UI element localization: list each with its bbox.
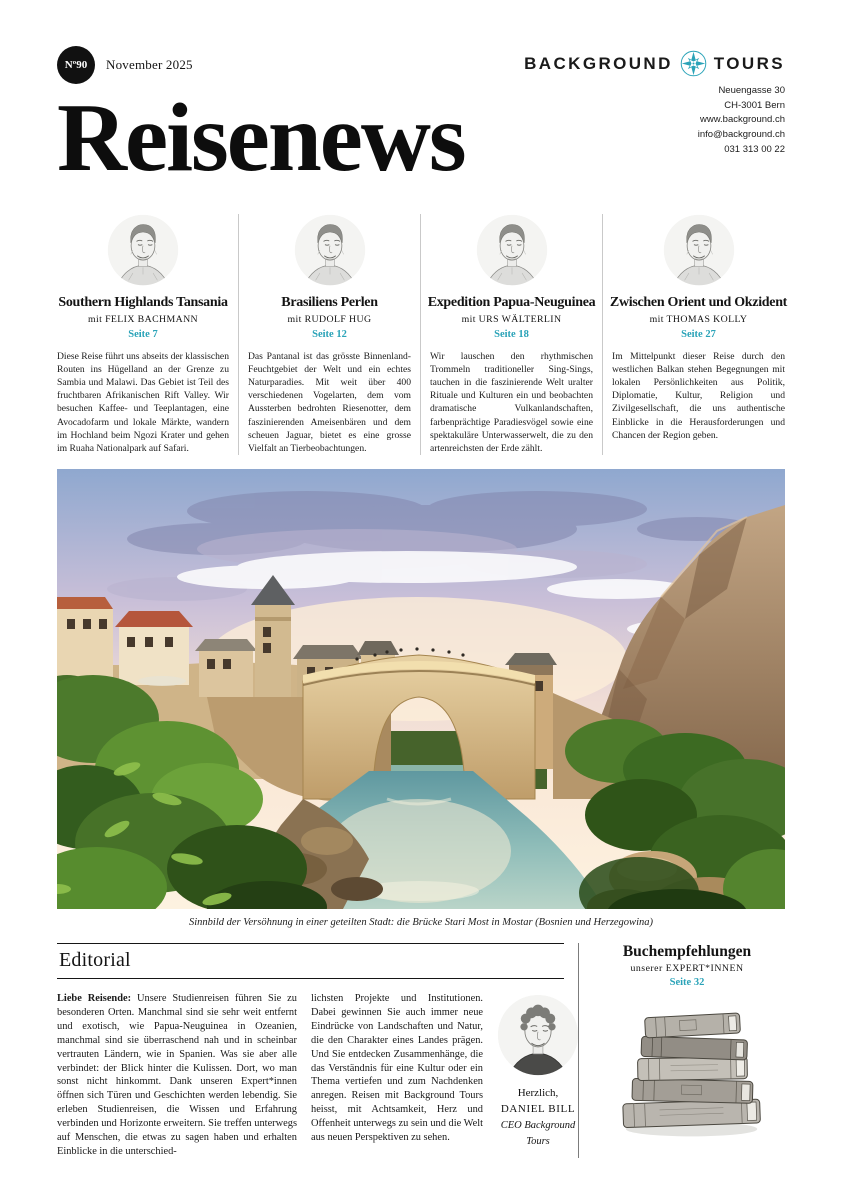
tour-byline: mit FELIX BACHMANN bbox=[87, 313, 199, 325]
signoff-role: CEO Background Tours bbox=[500, 1120, 576, 1148]
editorial-signoff bbox=[497, 992, 579, 1158]
address-city: CH-3001 Bern bbox=[724, 99, 785, 111]
sidebar-title: Buchempfehlungen bbox=[622, 943, 752, 961]
editorial-column-1-text: Unsere Studienreisen führen Sie zu besonderen Orten. Manchmal sind sie sehr weit entfernt und exotisch, wie Papua-Neuguinea in Ozeanien, manchmal sind sie überraschend nah und in scheinbar vertrauten Ländern, wie in Spanien. Was sie aber alle verbindet: der Blick hinter die Kulissen. Dort, wo man sonst nicht hinkommt. Dank unseren Expert*innen öffnen sich Türen und Geschichten werden lebendig. Sie erleben Studienreisen, die Wissen und Erfahrung verbinden und Horizonte erweitern. Sie treffen unterwegs auf Menschen, die etwas zu sagen haben und erhalten Einblicke in die unterschied- bbox=[57, 993, 297, 1157]
sidebar-subtitle: unserer EXPERT*INNEN bbox=[630, 963, 744, 975]
tour-body-text: Im Mittelpunkt dieser Reise durch den westlichen Balkan stehen Begegnungen mit lokalen Persönlichkeiten aus Politik, Diplomatie, Kultur, Religion und Zivilgesellschaft, die uns authentische Einblicke in die Herausforderungen und Chancen der Region geben. bbox=[612, 350, 785, 441]
compass-icon bbox=[680, 50, 707, 77]
expert-portrait-icon bbox=[294, 214, 366, 286]
tour-teaser-orient-okzident bbox=[603, 214, 788, 455]
hero-photo bbox=[57, 469, 785, 909]
brand-block bbox=[524, 50, 785, 158]
tour-page-ref: Seite 18 bbox=[494, 328, 529, 340]
editorial-lead-in: Liebe Reisende: bbox=[57, 993, 132, 1005]
signoff-name: DANIEL BILL bbox=[500, 1103, 576, 1116]
tour-byline: mit URS WÄLTERLIN bbox=[461, 313, 562, 325]
expert-portrait-icon bbox=[107, 214, 179, 286]
tour-title: Southern Highlands Tansania bbox=[58, 295, 228, 311]
address-website: www.background.ch bbox=[699, 114, 785, 126]
editorial-column-2: lichsten Projekte und Institutionen. Dabei gewinnen Sie auch immer neue Eindrücke von Landschaften und Natur, die den Charakter eines Landes prägen. Und Sie entdecken Zusammenhänge, die das Verständnis für eine Kultur oder ein Thema vertiefen und zum Nachdenken anregen. Reisen mit Background Tours heisst, mit Achtsamkeit, Herz und Offenheit unterwegs zu sein und die Welt aus neuen Perspektiven zu sehen. bbox=[311, 993, 483, 1143]
editorial-section bbox=[57, 943, 578, 1158]
expert-portrait-icon bbox=[476, 214, 548, 286]
tour-page-ref: Seite 7 bbox=[128, 328, 158, 340]
brand-word-right: TOURS bbox=[713, 53, 785, 73]
editorial-title: Editorial bbox=[59, 949, 131, 972]
address-phone: 031 313 00 22 bbox=[724, 143, 785, 155]
editorial-columns bbox=[57, 992, 576, 1158]
tour-teaser-brasiliens-perlen bbox=[239, 214, 421, 455]
tour-page-ref: Seite 27 bbox=[681, 328, 716, 340]
address-block bbox=[524, 84, 785, 158]
tour-byline: mit RUDOLF HUG bbox=[287, 313, 372, 325]
address-street: Neuengasse 30 bbox=[718, 85, 785, 96]
tour-page-ref: Seite 12 bbox=[312, 328, 347, 340]
tour-teasers bbox=[57, 214, 788, 455]
tour-body-text: Diese Reise führt uns abseits der klassischen Routen ins Hügelland an der Grenze zu Sambia und Malawi. Das Gebiet ist Teil des fruchtbaren Afrikanischen Rift Valley. Wir besuchen Kaffee- und Teeplantagen, eine Avocadofarm und lokale Märkte, wandern im Hochland beim Ngozi Krater und gehen im Ruaha Nationalpark auf Safari. bbox=[57, 350, 229, 455]
tour-body-text: Wir lauschen den rhythmischen Trommeln traditioneller Sing-Sings, tauchen in die faszinierende Welt uralter Rituale und Kulturen ein und beobachten dramatische Vulkanlandschaften, farbenprächtige Paradiesvögel sowie eine spektakuläre Unterwasserwelt, die zu den artenreichsten der Erde zählt. bbox=[430, 350, 593, 455]
tour-title: Brasiliens Perlen bbox=[281, 295, 378, 311]
tour-body-text: Das Pantanal ist das grösste Binnenland-Feuchtgebiet der Welt und ein echtes Naturparadies. Mit weit über 400 verschiedenen Vogelarten, dem vom Aussterben bedrohten Riesenotter, dem faszinierenden Ameisenbären und dem scheuen Jaguar, bietet es eine grosse Vielfalt an Tierbeobachtungen. bbox=[248, 350, 411, 455]
editorial-header-band bbox=[57, 943, 564, 979]
tour-title: Expedition Papua-Neuguinea bbox=[427, 295, 596, 311]
tour-byline: mit THOMAS KOLLY bbox=[649, 313, 748, 325]
signoff-greeting: Herzlich, bbox=[517, 1087, 559, 1100]
brand-word-left: BACKGROUND bbox=[524, 53, 673, 73]
address-email: info@background.ch bbox=[697, 129, 785, 141]
book-stack-illustration bbox=[601, 994, 773, 1140]
issue-date: November 2025 bbox=[106, 57, 193, 72]
expert-portrait-icon bbox=[663, 214, 735, 286]
mostar-bridge-photo bbox=[57, 469, 785, 909]
tour-title: Zwischen Orient und Okzident bbox=[609, 295, 788, 311]
tour-teaser-papua-neuguinea bbox=[421, 214, 603, 455]
issue-number-badge: Nº90 bbox=[57, 46, 95, 84]
sidebar-page-ref: Seite 32 bbox=[669, 977, 705, 989]
book-recommendations-box bbox=[578, 943, 785, 1158]
ceo-portrait-icon bbox=[497, 994, 579, 1076]
editorial-column-1 bbox=[57, 992, 297, 1158]
photo-caption: Sinnbild der Versöhnung in einer geteilten Stadt: die Brücke Stari Most in Mostar (Bosnien und Herzegowina) bbox=[189, 917, 653, 929]
tour-teaser-southern-highlands bbox=[57, 214, 239, 455]
brand-logo bbox=[524, 50, 785, 77]
bottom-section bbox=[57, 943, 785, 1158]
masthead-title: Reisenews bbox=[57, 84, 465, 191]
